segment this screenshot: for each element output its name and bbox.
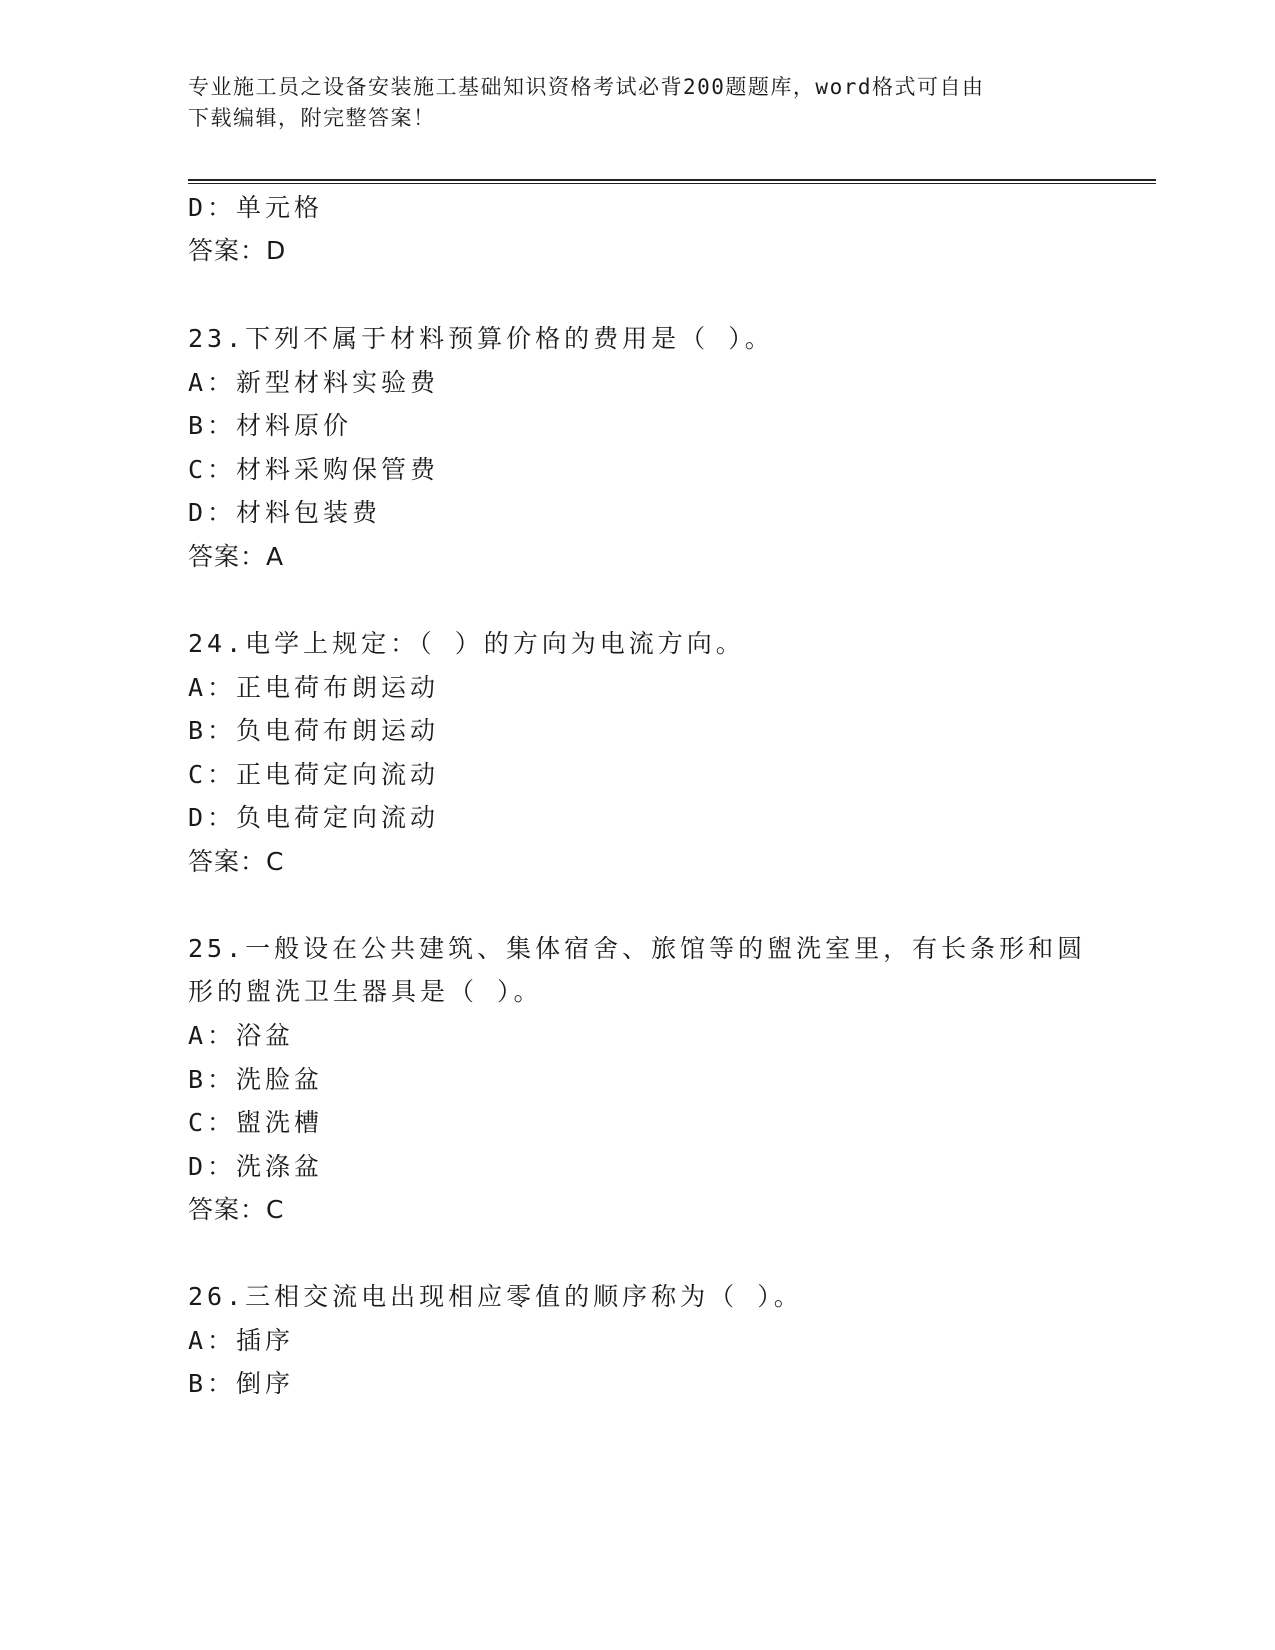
q25-option-d: D：洗涤盆 (188, 1152, 324, 1181)
q24-option-b: B：负电荷布朗运动 (188, 716, 440, 745)
q24-option-c: C：正电荷定向流动 (188, 760, 440, 789)
q25-answer: 答案：C (188, 1195, 285, 1224)
q24-option-d: D：负电荷定向流动 (188, 803, 440, 832)
q23-option-d: D：材料包装费 (188, 498, 382, 527)
q24-answer: 答案：C (188, 847, 285, 876)
page-header (188, 72, 1068, 134)
q23-option-b: B：材料原价 (188, 411, 353, 440)
q25-option-c: C：盥洗槽 (188, 1108, 324, 1137)
q23-option-a: A：新型材料实验费 (188, 368, 440, 397)
q26-option-a: A：插序 (188, 1326, 295, 1355)
q23-question: 23.下列不属于材料预算价格的费用是（ ）。 (188, 324, 774, 353)
q22-answer: 答案：D (188, 236, 287, 265)
header-divider-thick (188, 179, 1156, 181)
header-title-line-2: 下载编辑，附完整答案！ (188, 106, 436, 130)
q24-question: 24.电学上规定：（ ）的方向为电流方向。 (188, 629, 745, 658)
q25-option-b: B：洗脸盆 (188, 1065, 324, 1094)
q23-option-c: C：材料采购保管费 (188, 455, 440, 484)
q25-option-a: A：浴盆 (188, 1021, 295, 1050)
q23-answer: 答案：A (188, 542, 285, 571)
q26-option-b: B：倒序 (188, 1369, 295, 1398)
q22-option-d: D：单元格 (188, 193, 324, 222)
header-divider-thin (188, 183, 1156, 184)
q24-option-a: A：正电荷布朗运动 (188, 673, 440, 702)
q26-question: 26.三相交流电出现相应零值的顺序称为（ ）。 (188, 1282, 803, 1311)
q25-question-line-2: 形的盥洗卫生器具是（ ）。 (188, 977, 543, 1006)
q25-question-line-1: 25.一般设在公共建筑、集体宿舍、旅馆等的盥洗室里，有长条形和圆 (188, 934, 1087, 963)
header-title-line-1: 专业施工员之设备安装施工基础知识资格考试必背200题题库，word格式可自由 (188, 75, 985, 99)
